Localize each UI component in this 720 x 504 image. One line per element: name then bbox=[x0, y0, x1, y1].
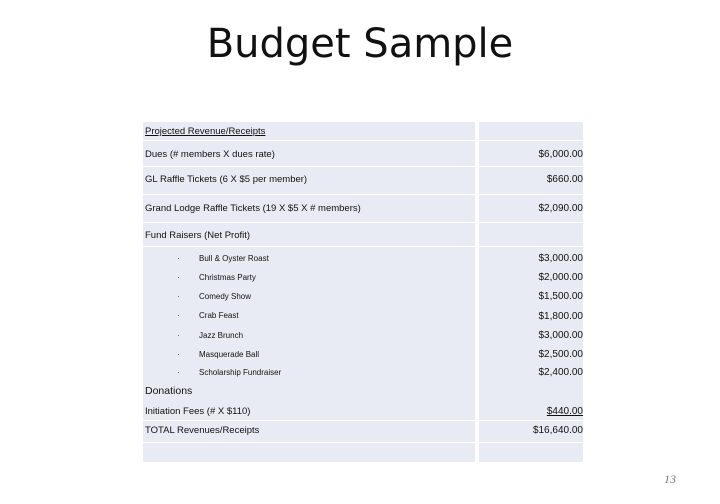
fundraiser-label: Comedy Show bbox=[199, 292, 252, 301]
fundraiser-amount: $1,500.00 bbox=[538, 291, 583, 302]
fundraiser-label: Scholarship Fundraiser bbox=[199, 368, 282, 377]
row-amount-grand-lodge-raffle: $2,090.00 bbox=[538, 203, 583, 214]
row-amount-initiation: $440.00 bbox=[546, 406, 583, 417]
fundraiser-label: Jazz Brunch bbox=[199, 331, 244, 340]
donations-label: Donations bbox=[145, 385, 193, 397]
row-label-gl-raffle: GL Raffle Tickets (6 X $5 per member) bbox=[145, 174, 308, 185]
page-number: 13 bbox=[664, 472, 676, 486]
fundraiser-label: Bull & Oyster Roast bbox=[199, 254, 269, 263]
row-label-dues: Dues (# members X dues rate) bbox=[145, 149, 275, 160]
fundraiser-amount: $2,500.00 bbox=[538, 349, 583, 360]
row-amount-dues: $6,000.00 bbox=[538, 149, 583, 160]
fundraiser-label: Christmas Party bbox=[199, 273, 256, 282]
slide-title: Budget Sample bbox=[206, 21, 514, 67]
fundraiser-amount: $1,800.00 bbox=[538, 311, 583, 322]
row-label-grand-lodge-raffle: Grand Lodge Raffle Tickets (19 X $5 X # members) bbox=[145, 203, 361, 214]
fundraiser-label: Masquerade Ball bbox=[199, 350, 260, 359]
row-amount-gl-raffle: $660.00 bbox=[546, 174, 583, 185]
fundraisers-label: Fund Raisers (Net Profit) bbox=[145, 230, 251, 241]
fundraiser-amount: $2,400.00 bbox=[538, 367, 583, 378]
fundraiser-amount: $2,000.00 bbox=[538, 272, 583, 283]
row-label-total: TOTAL Revenues/Receipts bbox=[145, 425, 260, 436]
budget-table: Projected Revenue/Receipts Dues (# members X dues rate) $6,000.00 GL Raffle Tickets (6 X $5 per member) $660.00 Grand Lodge Raffle Tickets (19 X $5 X # members) $2,090.00 Fund Raisers (Net Profit) · Bull & Oyster Roast $3,000.00 · Christmas Party $2,000.00 · Comedy Show $1,500.00 · Crab Feast $1,800.00 · Jazz Brunch $3,000.00 · Masquerade Ball $2,500.00 · Scholarship Fundraiser $2,400.00 Donations Initiation Fees (# X $110) $440.00 TOTAL Revenues/Receipts $16,640.00 bbox=[143, 122, 583, 462]
fundraiser-amount: $3,000.00 bbox=[538, 330, 583, 341]
row-label-initiation: Initiation Fees (# X $110) bbox=[145, 406, 251, 417]
row-amount-total: $16,640.00 bbox=[532, 425, 583, 436]
table-header: Projected Revenue/Receipts bbox=[145, 126, 266, 137]
fundraiser-amount: $3,000.00 bbox=[538, 253, 583, 264]
fundraiser-label: Crab Feast bbox=[199, 311, 239, 320]
